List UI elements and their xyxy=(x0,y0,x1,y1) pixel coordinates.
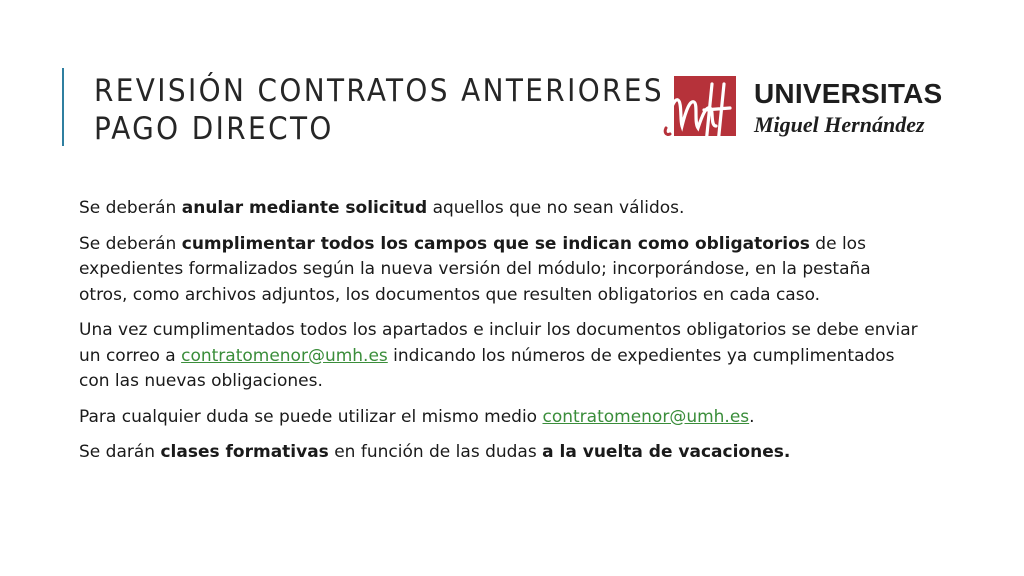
paragraph-anular xyxy=(79,196,919,222)
bold-run: a la vuelta de vacaciones. xyxy=(542,442,791,462)
slide-title-line-1: REVISIÓN CONTRATOS ANTERIORES xyxy=(94,73,664,109)
bold-run: clases formativas xyxy=(160,442,329,462)
text-run: . xyxy=(749,406,755,427)
text-run: de los expedientes formalizados según la nueva versión del módulo; incorporándose, en la pestaña otros, como archivos adjuntos, los documentos que resulten obligatorios en cada caso. xyxy=(79,233,871,305)
text-run: Se darán xyxy=(79,442,161,462)
text-run: Se deberán xyxy=(79,233,182,254)
paragraph-dudas xyxy=(79,405,919,431)
paragraph-clases xyxy=(79,440,919,466)
email-link[interactable]: contratomenor@umh.es xyxy=(181,345,388,366)
slide-body xyxy=(79,196,919,476)
text-run: Para cualquier duda se puede utilizar el mismo medio xyxy=(79,406,543,427)
text-run: Una vez cumplimentados todos los apartados e incluir los documentos obligatorios se debe enviar un correo a xyxy=(79,320,918,366)
slide-title-line-2: PAGO DIRECTO xyxy=(94,111,334,147)
logo-name-text: UNIVERSITAS xyxy=(754,78,943,109)
text-run: indicando los números de expedientes ya cumplimentados con las nuevas obligaciones. xyxy=(79,345,895,391)
bold-run: cumplimentar todos los campos que se indican como obligatorios xyxy=(181,233,810,254)
text-run: Se deberán xyxy=(79,198,182,218)
text-run: aquellos que no sean válidos. xyxy=(427,198,685,218)
text-run: en función de las dudas xyxy=(328,442,543,462)
bold-run: anular mediante solicitud xyxy=(181,198,428,218)
university-logo xyxy=(660,70,943,152)
title-accent-bar xyxy=(62,68,64,146)
mh-monogram-icon xyxy=(660,70,742,152)
logo-subname-text: Miguel Hernández xyxy=(754,112,925,137)
paragraph-enviar-correo xyxy=(79,318,919,395)
slide-title xyxy=(94,72,664,148)
email-link[interactable]: contratomenor@umh.es xyxy=(542,406,750,427)
paragraph-cumplimentar xyxy=(79,232,919,309)
